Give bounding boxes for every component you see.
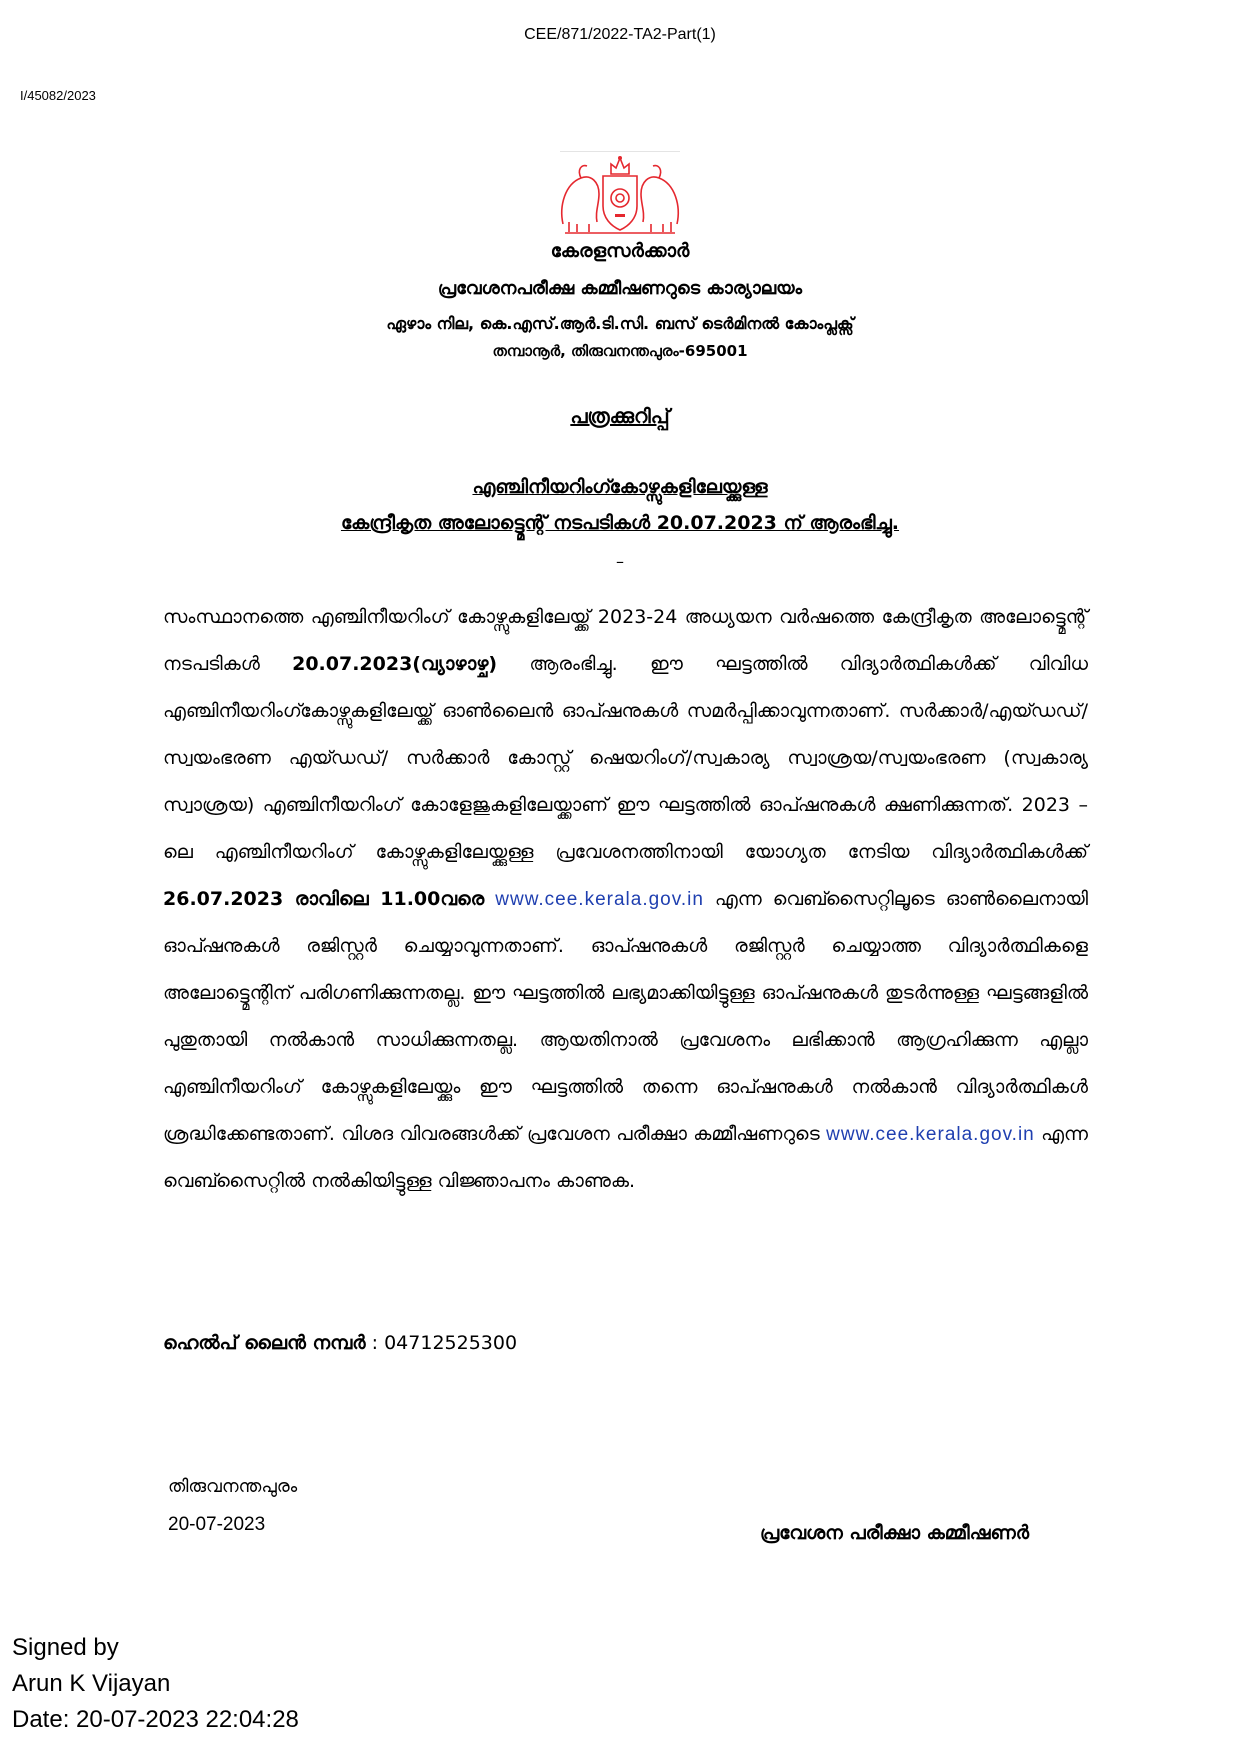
website-link-1[interactable]: www.cee.kerala.gov.in	[495, 889, 704, 910]
signature-date: Date: 20-07-2023 22:04:28	[12, 1706, 299, 1733]
government-title: കേരളസർക്കാർ	[550, 240, 690, 262]
address-line-1: ഏഴാം നില, കെ.എസ്.ആർ.ടി.സി. ബസ് ടെർമിനൽ കോംപ്ലക്സ്	[386, 314, 854, 333]
body-text-b: ആരംഭിച്ചു. ഈ ഘട്ടത്തിൽ വിദ്യാർത്ഥികൾക്ക് വിവിധ എഞ്ചിനീയറിംഗ്കോഴ്സുകളിലേയ്ക്ക് ഓൺലൈൻ ഓപ്ഷനുകൾ സമർപ്പിക്കാവുന്നതാണ്. സർക്കാർ/എയ്ഡഡ്/ സ്വയംഭരണ എയ്ഡഡ്/ സർക്കാർ കോസ്റ്റ് ഷെയറിംഗ്/സ്വകാര്യ സ്വാശ്രയ/സ്വയംഭരണ (സ്വകാര്യ സ്വാശ്രയ) എഞ്ചിനീയറിംഗ് കോളേജുകളിലേയ്ക്കാണ് ഈ ഘട്ടത്തിൽ ഓപ്ഷനുകൾ ക്ഷണിക്കുന്നത്. 2023 – ലെ എഞ്ചിനീയറിംഗ് കോഴ്സുകളിലേയ്ക്കുള്ള പ്രവേശനത്തിനായി യോഗ്യത നേടിയ വിദ്യാർത്ഥികൾക്ക്	[163, 653, 1088, 863]
separator-dash: –	[616, 552, 624, 571]
helpline-separator: :	[365, 1332, 385, 1354]
body-text-a: സംസ്ഥാനത്തെ എഞ്ചിനീയറിംഗ് കോഴ്സുകളിലേയ്ക്ക് 2023-24 അധ്യയന വർഷത്തെ കേന്ദ്രീകൃത അലോട്ട്മെന്റ് നടപടികൾ	[163, 606, 1088, 675]
issue-date: 20-07-2023	[168, 1514, 266, 1535]
body-paragraph	[163, 594, 1088, 1205]
helpline-number: 04712525300	[384, 1332, 518, 1354]
signatory-title: പ്രവേശന പരീക്ഷാ കമ്മീഷണർ	[760, 1522, 1029, 1544]
subject-line-1: എഞ്ചിനീയറിംഗ്കോഴ്സുകളിലേയ്ക്കുള്ള	[472, 476, 768, 498]
office-title: പ്രവേശനപരീക്ഷ കമ്മീഷണറുടെ കാര്യാലയം	[437, 278, 803, 299]
file-reference: CEE/871/2022-TA2-Part(1)	[524, 26, 716, 43]
file-id: I/45082/2023	[20, 88, 96, 103]
kerala-emblem-icon	[555, 154, 685, 236]
body-date-highlight: 20.07.2023(വ്യാഴാഴ്ച)	[292, 653, 498, 675]
body-deadline-highlight: 26.07.2023 രാവിലെ 11.00വരെ	[163, 888, 485, 910]
digital-signature	[12, 1630, 299, 1738]
subject-line-2: കേന്ദ്രീകൃത അലോട്ട്മെന്റ് നടപടികൾ 20.07.2023 ന് ആരംഭിച്ചു.	[340, 512, 900, 534]
body-text-c: എന്ന വെബ്സൈറ്റിലൂടെ ഓൺലൈനായി ഓപ്ഷനുകൾ രജിസ്റ്റർ ചെയ്യാവുന്നതാണ്. ഓപ്ഷനുകൾ രജിസ്റ്റർ ചെയ്യാത്ത വിദ്യാർത്ഥികളെ അലോട്ട്മെന്റിന് പരിഗണിക്കുന്നതല്ല. ഈ ഘട്ടത്തിൽ ലഭ്യമാക്കിയിട്ടുള്ള ഓപ്ഷനുകൾ തുടർന്നുള്ള ഘട്ടങ്ങളിൽ പുതുതായി നൽകാൻ സാധിക്കുന്നതല്ല. ആയതിനാൽ പ്രവേശനം ലഭിക്കാൻ ആഗ്രഹിക്കുന്ന എല്ലാ എഞ്ചിനീയറിംഗ് കോഴ്സുകളിലേയ്ക്കും ഈ ഘട്ടത്തിൽ തന്നെ ഓപ്ഷനുകൾ നൽകാൻ വിദ്യാർത്ഥികൾ ശ്രദ്ധിക്കേണ്ടതാണ്. വിശദ വിവരങ്ങൾക്ക് പ്രവേശന പരീക്ഷാ കമ്മീഷണറുടെ	[163, 888, 1088, 1145]
document-type: പത്രക്കുറിപ്പ്	[570, 404, 670, 428]
signed-by-label: Signed by	[12, 1634, 119, 1661]
helpline-label: ഹെൽപ് ലൈൻ നമ്പർ	[163, 1332, 366, 1354]
address-line-2: തമ്പാനൂർ, തിരുവനന്തപുരം-695001	[492, 342, 748, 360]
signer-name: Arun K Vijayan	[12, 1670, 171, 1697]
body-text-d: എന്ന വെബ്സൈറ്റിൽ നൽകിയിട്ടുള്ള വിജ്ഞാപനം കാണുക.	[163, 1123, 1089, 1192]
issue-place: തിരുവനന്തപുരം	[168, 1476, 298, 1497]
helpline	[163, 1332, 517, 1354]
emblem-divider	[560, 151, 680, 152]
website-link-2[interactable]: www.cee.kerala.gov.in	[826, 1124, 1035, 1145]
